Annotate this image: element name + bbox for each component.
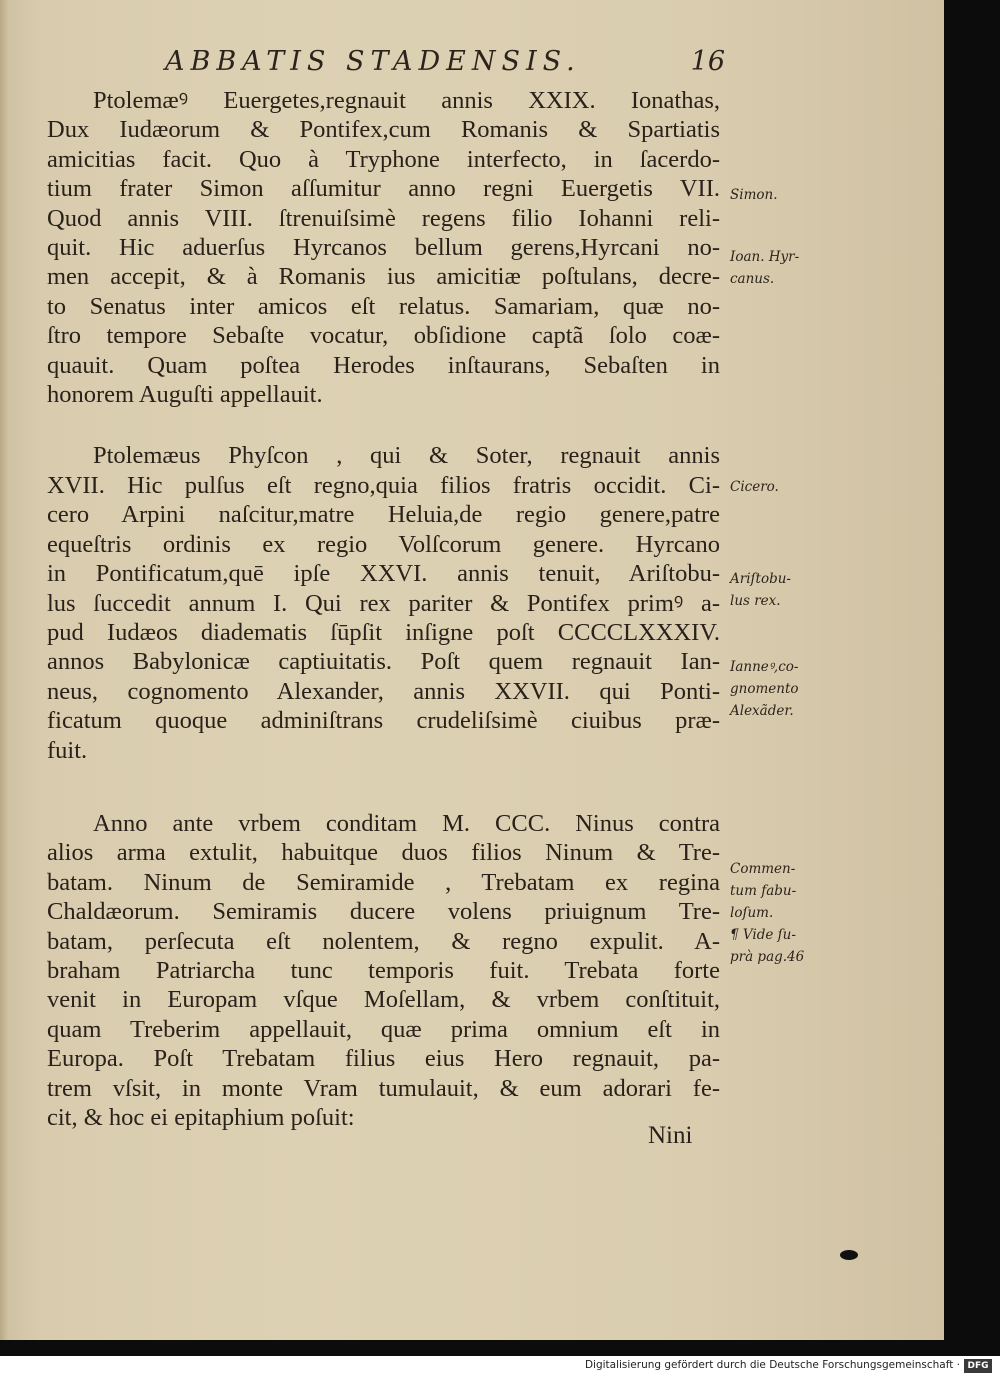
margin-note-simon (730, 184, 777, 206)
text-line: men accepit, & à Romanis ius amicitiæ poſtulans, decre- (47, 263, 720, 291)
text-line: Europa. Poſt Trebatam filius eius Hero regnauit, pa- (47, 1045, 720, 1073)
text-line: batam, perſecuta eſt nolentem, & regno expulit. A- (47, 927, 720, 955)
footer-credit: Digitalisierung gefördert durch die Deutsche Forschungsgemeinschaft · (584, 1359, 960, 1371)
text-line: Quod annis VIII. ſtrenuiſsimè regens filio Iohanni reli- (47, 204, 720, 232)
text-line: venit in Europam vſque Moſellam, & vrbem conſtituit, (47, 986, 720, 1014)
margin-note-line: Ioan. Hyr- (730, 249, 800, 265)
text-line: lus ſuccedit annum I. Qui rex pariter & Pontifex primꝰ a- (47, 589, 720, 617)
text-line: cero Arpini naſcitur,matre Heluia,de regio genere,patre (47, 501, 720, 529)
text-line: to Senatus inter amicos eſt relatus. Samariam, quæ no- (47, 292, 720, 320)
ink-blot (840, 1250, 858, 1260)
margin-note-line: Ariſtobu- (730, 571, 791, 587)
running-title: ABBATIS STADENSIS. (165, 46, 581, 77)
text-line: braham Patriarcha tunc temporis fuit. Trebata forte (47, 956, 720, 984)
text-line: amicitias facit. Quo à Tryphone interfecto, in ſacerdo- (47, 145, 720, 173)
margin-note-ioan-hyrcanus (730, 246, 799, 290)
text-line: in Pontificatum,quē ipſe XXVI. annis tenuit, Ariſtobu- (47, 560, 720, 588)
margin-note-ianneus (730, 656, 799, 722)
text-line: ſtro tempore Sebaſte vocatur, obſidione captã ſolo coæ- (47, 322, 720, 350)
text-line: tium frater Simon aſſumitur anno regni Euergetis VII. (47, 175, 720, 203)
text-line: pud Iudæos diadematis ſūpſit inſigne poſt CCCCLXXXIV. (47, 618, 720, 646)
margin-note-aristobulus (730, 568, 791, 612)
margin-note-line: Commen- (730, 861, 796, 877)
dfg-logo: DFG (964, 1359, 992, 1373)
text-line: neus, cognomento Alexander, annis XXVII. qui Ponti- (47, 677, 720, 705)
text-line: Ptolemæꝰ Euergetes,regnauit annis XXIX. Ionathas, (93, 87, 720, 114)
margin-note-line: canus. (730, 271, 775, 287)
text-line: fuit. (47, 736, 88, 764)
text-line: quam Treberim appellauit, quæ prima omnium eſt in (47, 1015, 720, 1043)
text-line: Ptolemæus Phyſcon , qui & Soter, regnauit annis (93, 442, 720, 470)
text-line: XVII. Hic pulſus eſt regno,quia filios fratris occidit. Ci- (47, 471, 720, 499)
text-line: equeſtris ordinis ex regio Volſcorum genere. Hyrcano (47, 530, 720, 558)
margin-note-line: ¶ Vide ſu- (730, 927, 796, 943)
text-line: annos Babylonicæ captiuitatis. Poſt quem regnauit Ian- (47, 648, 720, 676)
text-line: Dux Iudæorum & Pontifex,cum Romanis & Spartiatis (47, 116, 720, 144)
text-line: Anno ante vrbem conditam M. CCC. Ninus contra (93, 809, 720, 837)
margin-note-line: Cicero. (730, 479, 779, 495)
margin-note-commentum (730, 858, 804, 968)
text-line: cit, & hoc ei epitaphium poſuit: (47, 1104, 355, 1131)
text-line: quauit. Quam poſtea Herodes inſtaurans, Sebaſten in (47, 351, 720, 379)
footer-bar (0, 1356, 1000, 1378)
running-header (165, 46, 725, 80)
page-number: 16 (690, 46, 725, 77)
margin-note-line: Alexãder. (730, 703, 794, 719)
margin-note-line: loſum. (730, 905, 774, 921)
text-line: trem vſsit, in monte Vram tumulauit, & eum adorari fe- (47, 1074, 720, 1102)
main-text (47, 86, 720, 1132)
catchword: Nini (648, 1122, 693, 1149)
margin-note-line: tum fabu- (730, 883, 797, 899)
margin-note-line: lus rex. (730, 593, 781, 609)
text-line: alios arma extulit, habuitque duos filios Ninum & Tre- (47, 839, 720, 867)
margin-note-line: Ianneꝰ,co- (730, 659, 799, 675)
margin-note-line: Simon. (730, 187, 778, 203)
margin-note-line: prà pag.46 (730, 949, 805, 965)
text-line: Chaldæorum. Semiramis ducere volens priuignum Tre- (47, 898, 720, 926)
paragraph-ptolemaeus-physcon (47, 441, 720, 764)
text-line: ficatum quoque adminiſtrans crudeliſsimè ciuibus præ- (47, 707, 720, 735)
text-line: honorem Auguſti appellauit. (47, 381, 323, 409)
text-line: batam. Ninum de Semiramide , Trebatam ex regina (47, 868, 720, 896)
text-line: quit. Hic aduerſus Hyrcanos bellum gerens,Hyrcani no- (47, 234, 720, 262)
paragraph-ninus (47, 809, 720, 1132)
margin-note-cicero (730, 476, 779, 498)
margin-note-line: gnomento (730, 681, 799, 697)
paragraph-ptolemaeus-euergetes (47, 86, 720, 409)
